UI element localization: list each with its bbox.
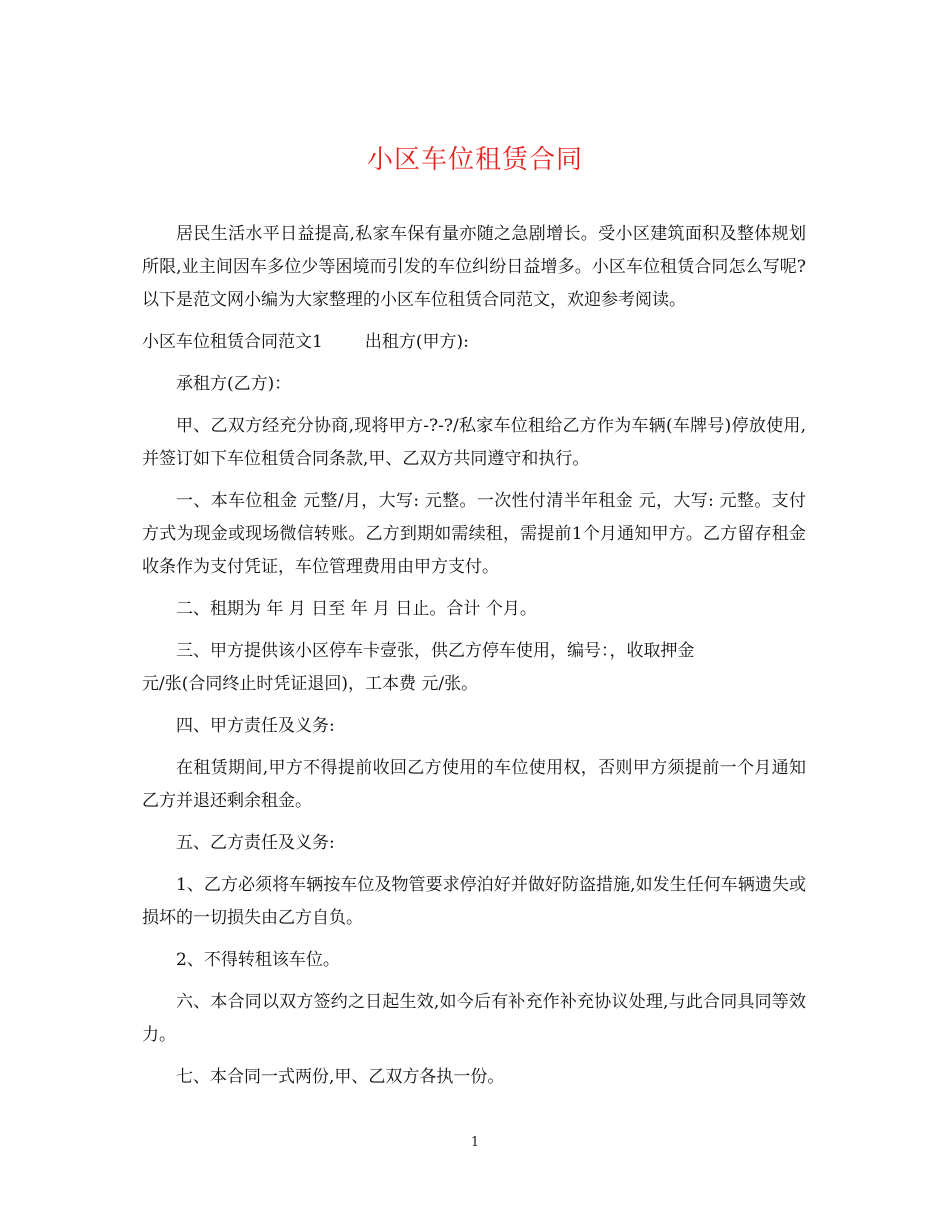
clause-1: 一、本车位租金 元整/月，大写: 元整。一次性付清半年租金 元，大写: 元整。支付方式为现金或现场微信转账。乙方到期如需续租，需提前1个月通知甲方。乙方留存租金收条作为支付凭证，车位管理费用由甲方支付。 [142,491,806,577]
clause-6: 六、本合同以双方签约之日起生效,如今后有补充作补充协议处理,与此合同具同等效力。 [142,992,806,1045]
preamble-paragraph: 甲、乙双方经充分协商,现将甲方-?-?/私家车位租给乙方作为车辆(车牌号)停放使用,并签订如下车位租赁合同条款,甲、乙双方共同遵守和执行。 [142,416,806,469]
clause-4-text: 在租赁期间,甲方不得提前收回乙方使用的车位使用权，否则甲方须提前一个月通知乙方并退还剩余租金。 [142,758,806,811]
lessor-label: 出租方(甲方): [364,332,469,352]
clause-5-heading: 五、乙方责任及义务: [176,833,335,853]
clause-5-item-1: 1、乙方必须将车辆按车位及物管要求停泊好并做好防盗措施,如发生任何车辆遗失或损坏的一切损失由乙方自负。 [142,875,806,928]
clause-3-line-1 [142,635,806,668]
clause-3-text-1: 三、甲方提供该小区停车卡壹张，供乙方停车使用，编号：，收取押金 [176,641,695,661]
document-title: 小区车位租赁合同 [366,145,583,175]
intro-paragraph: 居民生活水平日益提高,私家车保有量亦随之急剧增长。受小区建筑面积及整体规划所限,业主间因车多位少等困境而引发的车位纠纷日益增多。小区车位租赁合同怎么写呢?以下是范文网小编为大家整理的小区车位租赁合同范文，欢迎参考阅读。 [142,224,806,310]
clause-3-line-2 [142,668,806,701]
lessee-label: 承租方(乙方)： [176,374,292,394]
document-body [142,218,806,1103]
clause-4-heading: 四、甲方责任及义务: [176,716,335,736]
clause-7: 七、本合同一式两份,甲、乙双方各执一份。 [176,1067,505,1087]
page-number: 1 [470,1135,480,1150]
clause-5-item-2: 2、不得转租该车位。 [176,950,340,970]
clause-3-text-2: 元/张(合同终止时凭证退回)，工本费 元/张。 [142,674,479,694]
sample-heading-row [142,326,806,359]
clause-2: 二、租期为 年 月 日至 年 月 日止。合计 个月。 [176,599,537,619]
sample-heading: 小区车位租赁合同范文1 [142,332,323,352]
